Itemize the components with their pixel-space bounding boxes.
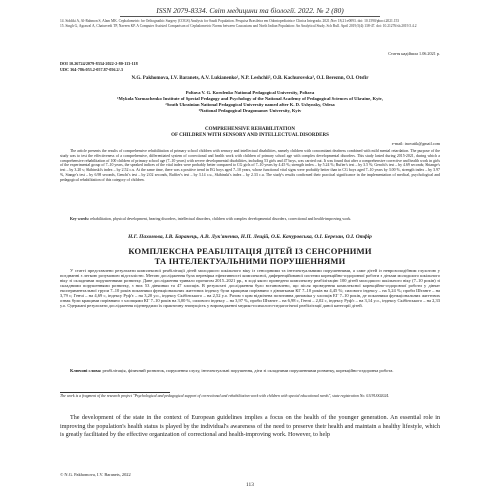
reference-15: 15. Singh G, Agrawal A, Chaturvedi TP, Naveen KP. A Computer Assisted Comparison of Cephalometric Norms between Caucasians and North Indian Population: An Analytical Study. Sch Bull. April 2019;5(4):138-47. doi: 10.21276/sb.2019.5.4.2 bbox=[60, 24, 417, 29]
page-number: 113 bbox=[246, 482, 254, 488]
references-list bbox=[60, 19, 440, 29]
title-ua-line-2: ТА ІНТЕЛЕКТУАЛЬНИМИ ПОРУШЕННЯМИ bbox=[154, 256, 346, 266]
keywords-ua-text: реабілітація, фізичний розвиток, порушення слуху, інтелектуальні порушення, діти зі складними порушеннями розвитку, корекційно-оздоровча робота. bbox=[102, 368, 394, 373]
footnote-rule bbox=[60, 392, 170, 393]
contact-email: e-mail: inovatik@gmail.com bbox=[391, 141, 440, 146]
title-en-line-1: COMPREHENSIVE REHABILITATION bbox=[205, 127, 295, 132]
footnote: The work is a fragment of the research project "Psychological and pedagogical support of correctional and rehabilitation work with children with special educational needs", state registration No. 0119U002024. bbox=[60, 394, 390, 398]
journal-header: ISSN 2079-8334. Світ медицини та біології. 2022. № 2 (80) bbox=[156, 6, 344, 15]
header-rule bbox=[120, 16, 380, 17]
article-title-en bbox=[60, 127, 440, 139]
affiliation-3: ³National Pedagogical Dragomanov University, Kyiv bbox=[198, 108, 302, 113]
abstract-en: The article presents the results of comprehensive rehabilitation of primary school children with sensory and intellectual disabilities, namely children with concomitant deafness combined with mild mental retardation. The purpose of the study was to test the effectiveness of a comprehensive, differentiated system of correctional and health work with children of primary school age with complex developmental disorders. This study lasted during 2015-2021, during which a comprehensive rehabilitation of 100 children of primary school age (7–10 years) with severe developmental disabilities, including 53 girls and 47 boys, was carried out. It was found that after a comprehensive corrective and health work in girls of the experimental group of 7–10 years, the speaked indices of the vital index were probably better compared to CG girls of 7–10 years by 4.45 %; strength index – by 5.24 %; Rufier's test – by 3.5 %; Genchi's test – by 4.69 seconds; Shtange's test – by 3.20 s; Skibinski's index – by 2.52 c.u. At the same time, there was a positive trend in EG boys aged 7–10 years, whose functional vital signs were probably better than in CG boys aged 7–10 years by 3.00 %, strength index – by 3.97 %, Stange's test – by 6.98 seconds, Genchi's test – by 2.02 seconds, Ruffier's test – by 3.14 c.u., Skibinski's index – by 2.33 c.u. The study's results confirmed their practical significance in the implementation of medical, psychological and pedagogical rehabilitation of this category of children. bbox=[60, 149, 440, 182]
keywords-en-label: Key words: bbox=[70, 217, 90, 221]
affiliation-0: Poltava V. G. Korolenko National Pedagogical University, Poltava bbox=[185, 90, 315, 95]
authors-ua: Н.Г. Пахомова, І.В. Баранець, А.В. Лук'яненко, Н.П. Лещій, О.Б. Качуровська, О.І. Березан, О.І. Отфір bbox=[128, 234, 372, 240]
affiliation-1: ¹Mykola Yarmachenko Institute of Special Pedagogy and Psychology of the National Academy of Pedagogical Sciences of Ukraine, Kyiv, bbox=[117, 96, 383, 101]
abstract-ua: У статті представлено результати комплексної реабілітації дітей молодшого шкільного віку із сенсорними та інтелектуальними порушеннями, а саме дітей із неврозоподібним глухотою у поєднанні з легкою розумовою відсталістю. Метою дослідження була перевірка ефективності комплексної, диференційованої системи корекційно-оздоровчої роботи з дітьми молодшого шкільного віку зі складними порушеннями розвитку. Дане дослідження тривало протягом 2015–2021 рр., в ході якого проведено комплексну реабілітацію 100 дітей молодшого шкільного віку (7–10 років) зі складними порушеннями розвитку, з них 53 дівчинки та 47 хлопців. В результаті дослідження було встановлено, що після проведення комплексної корекційно-оздоровчої роботи у дівчат експериментальної групи 7–10 років показники функціональних життєвих індексу були кращими порівняно з дівчатками КГ 7–10 років на 4,45 %; силового індексу – на 5,24 %; проби Штанге – на 3,79 с; Генчі – на 4,69 с, індексу Руф'є – на 3,20 у.о., індексу Скібінського – на 2,52 у.о. Разом з цим відмічена позитивна динаміка у хлопців ЕГ 7–10 років, де показники функціональних життєвих ознак були кращими порівняно з хлопцями КГ 7–10 років на 3,00 %, силового індексу – на 3,97 %, проби Штанге – на 6,98 с, Генчі – 2,02 с, індексу Руф'є – на 3,14 у.о., індексу Скібінського – на 2,33 у.о. Одержані результати дослідження підтвердили їх практичну значущість у впровадженні медико-психолого-педагогічної реабілітації даної категорії дітей. bbox=[60, 268, 440, 309]
title-en-line-2: OF CHILDREN WITH SENSORY AND INTELLECTUAL DISORDERS bbox=[171, 133, 329, 139]
body-paragraph: The development of the state in the context of European guidelines implies a focus on the health of the younger generation. An essential role in improving the population's health status is played by the individual's awareness of the need to preserve their health and maintain a healthy lifestyle, which is greatly facilitated by the effective organization of correctional and health-improving work. However, to help bbox=[60, 415, 440, 439]
authors-en: N.G. Pakhomova, I.V. Baranets, A.V. Lukianenko¹, N.P. Leshchii², O.B. Kachurovska³, O.I. Bereznn, O.I. Otsfir bbox=[131, 76, 369, 81]
keywords-ua bbox=[60, 368, 440, 373]
submission-date: Стаття надійшла 1.06.2021 р. bbox=[388, 51, 440, 56]
keywords-ua-label: Ключові слова: bbox=[70, 368, 102, 373]
keywords-en-text: rehabilitation, physical development, hearing disorders, intellectual disorders, children with complex developmental disorders, correctional and health-improving work. bbox=[90, 217, 352, 221]
udc: UDC 364-786:053.2-057.87-056.2/.3 bbox=[60, 66, 123, 72]
doi-block bbox=[60, 61, 260, 72]
title-ua-line-1: КОМПЛЕКСНА РЕАБІЛІТАЦІЯ ДІТЕЙ ІЗ СЕНСОРНИМИ bbox=[128, 246, 372, 256]
affiliation-2: ²South Ukrainian National Pedagogical University named after K. D. Ushynsky, Odesa bbox=[165, 102, 335, 107]
affiliations bbox=[60, 90, 440, 114]
doi: DOI 10.26724/2079-8334-2022-2-80-113-118 bbox=[60, 61, 138, 66]
reference-14: 14. Siddiki A, Al-Rahmon S, Alam MK. Cephalometric for Orthognathic Surgery (COGS) Analysis for Saudi Population. Pesquisa Brasileira em Odontopediatria e Clinica Integrada. 2021;Nov 18;21:e0093. doi: 10.1590/pboci.2021.153 bbox=[60, 19, 400, 23]
keywords-en bbox=[60, 217, 440, 222]
copyright: © N.G. Pakhomova, I.V. Baranets, 2022 bbox=[60, 472, 131, 477]
article-title-ua bbox=[80, 246, 420, 266]
